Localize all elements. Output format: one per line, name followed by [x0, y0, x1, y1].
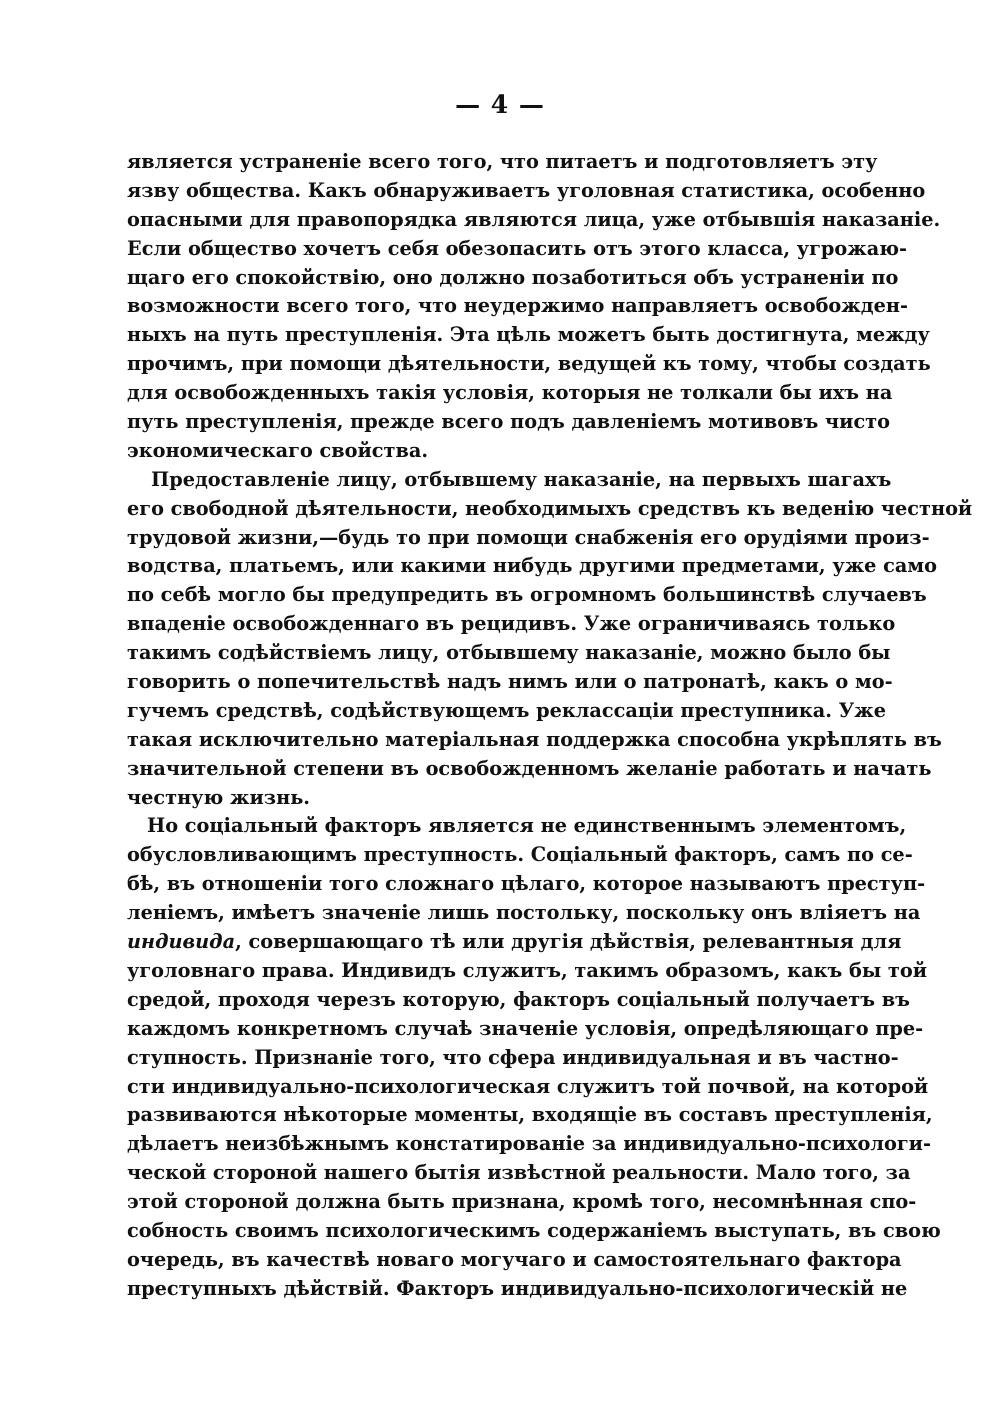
italic-word: индивида	[127, 930, 236, 954]
text-line: его свободной дѣятельности, необходимыхъ средствъ къ веденію честной	[127, 496, 973, 520]
text-line: Если общество хочетъ себя обезопасить отъ этого класса, угрожаю-	[127, 236, 908, 260]
text-line: прочимъ, при помощи дѣятельности, ведущей къ тому, чтобы создать	[127, 352, 931, 376]
page-number: — 4 —	[455, 90, 545, 119]
text-line: развиваются нѣкоторые моменты, входящіе въ составъ преступленія,	[127, 1103, 933, 1127]
text-line: Но соціальный факторъ является не единственнымъ элементомъ,	[147, 814, 907, 838]
text-line: дѣлаетъ неизбѣжнымъ констатированіе за индивидуально-психологи-	[127, 1132, 931, 1156]
text-line: значительной степени въ освобожденномъ желаніе работать и начать	[127, 756, 932, 780]
text-line: экономическаго свойства.	[127, 438, 429, 462]
text-line: трудовой жизни,—будь то при помощи снабженія его орудіями произ-	[127, 525, 930, 549]
text-line: такимъ содѣйствіемъ лицу, отбывшему наказаніе, можно было бы	[127, 641, 891, 665]
text-line: леніемъ, имѣетъ значеніе лишь постольку, поскольку онъ вліяетъ на	[127, 901, 921, 925]
body-text	[127, 148, 973, 1304]
text-line: ступность. Признаніе того, что сфера индивидуальная и въ частно-	[127, 1045, 899, 1069]
text-line: гучемъ средствѣ, содѣйствующемъ реклассаціи преступника. Уже	[127, 698, 887, 722]
text-line: щаго его спокойствію, оно должно позаботиться объ устраненіи по	[127, 265, 899, 289]
text-line: путь преступленія, прежде всего подъ давленіемъ мотивовъ чисто	[127, 410, 890, 434]
text-line-rest: , совершающаго тѣ или другія дѣйствія, релевантныя для	[235, 930, 902, 954]
text-line: честную жизнь.	[127, 785, 310, 809]
text-line: бѣ, въ отношеніи того сложнаго цѣлаго, которое называютъ преступ-	[127, 872, 926, 896]
text-line: возможности всего того, что неудержимо направляетъ освобожден-	[127, 294, 908, 318]
text-line-with-italic	[127, 928, 902, 957]
text-line: Предоставленіе лицу, отбывшему наказаніе, на первыхъ шагахъ	[151, 467, 892, 491]
text-line: опасными для правопорядка являются лица, уже отбывшія наказаніе.	[127, 207, 941, 231]
text-line: по себѣ могло бы предупредить въ огромномъ большинствѣ случаевъ	[127, 583, 927, 607]
text-line: водства, платьемъ, или какими нибудь другими предметами, уже само	[127, 554, 937, 578]
text-line: каждомъ конкретномъ случаѣ значеніе условія, опредѣляющаго пре-	[127, 1016, 924, 1040]
text-line: обусловливающимъ преступность. Соціальный факторъ, самъ по се-	[127, 843, 913, 867]
paragraph-1	[127, 148, 941, 466]
text-line: сти индивидуально-психологическая служитъ той почвой, на которой	[127, 1074, 929, 1098]
text-line: уголовнаго права. Индивидъ служитъ, такимъ образомъ, какъ бы той	[127, 958, 928, 982]
text-line: говорить о попечительствѣ надъ нимъ или о патронатѣ, какъ о мо-	[127, 670, 893, 694]
text-line: ческой стороной нашего бытія извѣстной реальности. Мало того, за	[127, 1161, 911, 1185]
text-line: является устраненіе всего того, что питаетъ и подготовляетъ эту	[127, 150, 878, 173]
text-line: ныхъ на путь преступленія. Эта цѣль можетъ быть достигнута, между	[127, 323, 930, 347]
text-line: преступныхъ дѣйствій. Факторъ индивидуально-психологическій не	[127, 1276, 908, 1300]
paragraph-2	[127, 466, 973, 813]
text-line: язву общества. Какъ обнаруживаетъ уголовная статистика, особенно	[127, 178, 926, 202]
text-line: средой, проходя черезъ которую, факторъ соціальный получаетъ въ	[127, 987, 910, 1011]
text-line: этой стороной должна быть признана, кромѣ того, несомнѣнная спо-	[127, 1190, 917, 1214]
text-line: для освобожденныхъ такія условія, которыя не толкали бы ихъ на	[127, 381, 893, 405]
text-line: такая исключительно матеріальная поддержка способна укрѣплять въ	[127, 727, 942, 751]
text-line: очередь, въ качествѣ новаго могучаго и самостоятельнаго фактора	[127, 1247, 902, 1271]
text-line: впаденіе освобожденнаго въ рецидивъ. Уже ограничиваясь только	[127, 612, 896, 636]
paragraph-3	[127, 812, 941, 1303]
text-line: собность своимъ психологическимъ содержаніемъ выступать, въ свою	[127, 1218, 941, 1242]
